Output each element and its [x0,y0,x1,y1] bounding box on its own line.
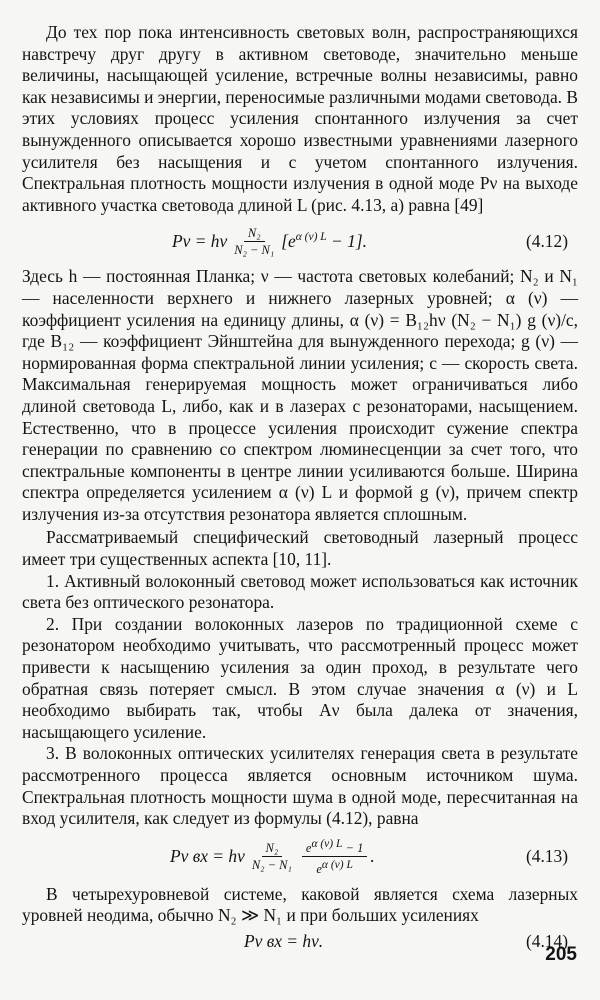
paragraph-aspects-intro: Рассматриваемый специфический световодный лазерный процесс имеет три существенных аспекта [10, 11]. [22,527,578,570]
eq413-frac2-bottom: $e^{\alpha (\nu) L}$ [316,859,353,877]
eq412-frac-top: N₂ [244,226,265,242]
list-item-1: 1. Активный волоконный световод может использоваться как источник света без оптического резонатора. [22,570,578,613]
eq413-frac2-top: $e^{\alpha (\nu) L} - 1$ [302,837,367,857]
equation-4-12 [22,216,578,266]
eq412-lhs: Pν = hν [172,230,228,251]
list-item-2: 2. При создании волоконных лазеров по традиционной схеме с резонатором необходимо учитывать, что рассмотренный процесс может привести к насыщению усиления за один проход, в результате чего обратная связь потеряет смысл. В этом случае значения α (ν) и L необходимо выбирать так, чтобы Aν была далека от значения, насыщающего усиление. [22,613,578,742]
eq413-end: . [370,846,375,867]
eq414-number: (4.14) [525,931,568,952]
eq413-number: (4.13) [525,846,568,867]
eq412-rhs: $[e^{\alpha (\nu) L} - 1]$. [281,230,367,251]
page-number: 205 [545,944,577,965]
eq413-lhs: Pν вх = hν [170,846,245,867]
equation-4-14 [22,927,578,957]
eq413-fraction-2 [302,837,367,876]
equation-4-13 [22,830,578,884]
eq412-frac-bottom: N₂ − N₁ [234,242,275,257]
eq413-frac1-bottom: N₂ − N₁ [251,858,292,873]
eq413-fraction-1 [248,841,296,872]
eq414-expr: Pν вх = hν. [244,931,324,952]
list-item-3: 3. В волоконных оптических усилителях генерация света в результате рассмотренного процесса является основным источником шума. Спектральная плотность мощности шума в одной моде, пересчитанная на вход усилителя, как следует из формулы (4.12), равна [22,743,578,829]
paragraph-definitions: Здесь h — постоянная Планка; ν — частота световых колебаний; N₂ и N₁ — населенности верхнего и нижнего лазерных уровней; α (ν) — коэффициент усиления на единицу длины, α (ν) = B₁₂hν (N₂ − N₁) g (ν)/c, где B₁₂ — коэффициент Эйнштейна для вынужденного перехода; g (ν) — нормированная форма спектральной линии усиления; c — скорость света. Максимальная генерируемая мощность может ограничиваться либо длиной световода L, либо, как и в лазерах с резонаторами, насыщением. Естественно, что в процессе усиления происходит сужение спектра генерации по сравнению со спектром люминесценции за счет того, что спектральные компоненты в центре линии усиливаются больше. Ширина спектра определяется усилением α (ν) L и формой g (ν), причем спектр излучения из-за отсутствия резонатора является сплошным. [22,266,578,524]
paragraph-intro: До тех пор пока интенсивность световых волн, распространяющихся навстречу друг другу в активном световоде, значительно меньше величины, насыщающей усиление, встречные волны независимы, равно как независимы и энергии, переносимые различными модами световода. В этих условиях процесс усиления спонтанного излучения за счет вынужденного описывается хорошо известными уравнениями лазерного усилителя без насыщения и с учетом спонтанного излучения. Спектральная плотность мощности излучения в одной моде Pν на выходе активного участка световода длиной L (рис. 4.13, a) равна [49] [22,22,578,215]
eq412-number: (4.12) [525,230,568,251]
paragraph-four-level: В четырехуровневой системе, каковой является схема лазерных уровней неодима, обычно N₂ ≫ N₁ и при больших усилениях [22,883,578,926]
eq412-fraction [230,226,278,257]
eq413-frac1-top: N₂ [262,841,283,857]
